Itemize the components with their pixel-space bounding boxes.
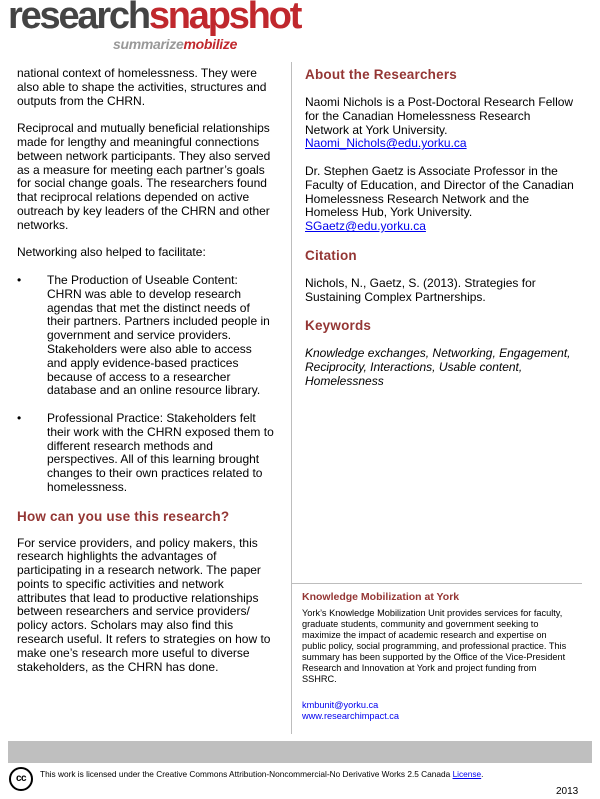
paragraph-reciprocal: Reciprocal and mutually beneficial relationships made for lengthy and meaningful connections between network participants. They also served as a measure for meeting each partner’s goals for social change goals. The researchers found that reciprocal relations depended on active outreach by key leaders of the CHRN and other networks. <box>17 121 271 232</box>
kmb-contact <box>302 700 399 722</box>
researcher-gaetz <box>305 165 575 234</box>
logo-wordmark: researchsnapshot <box>8 0 301 37</box>
heading-keywords: Keywords <box>305 318 372 334</box>
creative-commons-icon: cc <box>9 767 33 791</box>
heading-citation: Citation <box>305 247 357 263</box>
gaetz-email-link[interactable]: SGaetz@edu.yorku.ca <box>305 219 426 234</box>
logo-tagline: summarizemobilize <box>113 36 238 52</box>
year: 2013 <box>556 786 579 797</box>
kmb-email-link[interactable]: kmbunit@yorku.ca <box>302 700 379 710</box>
license-link[interactable]: License <box>452 769 482 779</box>
paragraph-context: national context of homelessness. They were also able to shape the activities, structures and outputs from the CHRN. <box>17 66 267 108</box>
researcher-nichols <box>305 96 575 151</box>
license-text: This work is licensed under the Creative Commons Attribution-Noncommercial-No Derivative Works 2.5 Canada License. <box>40 769 484 779</box>
bullet-icon: • <box>17 410 22 425</box>
paragraph-networking: Networking also helped to facilitate: <box>17 245 206 260</box>
keywords-text: Knowledge exchanges, Networking, Engagement, Reciprocity, Interactions, Usable content, Homelessness <box>305 346 571 388</box>
kmb-box <box>292 583 582 733</box>
list-item-text: Professional Practice: Stakeholders felt their work with the CHRN exposed them to different research methods and perspectives. All of this learning brought changes to their own practices related to homelessness. <box>47 410 274 494</box>
researcher-gaetz-bio: Dr. Stephen Gaetz is Associate Professor in the Faculty of Education, and Director of the Canadian Homelessness Research Network and the Homeless Hub, York University. <box>305 163 574 220</box>
footer-bar <box>8 741 592 763</box>
kmb-body: York’s Knowledge Mobilization Unit provides services for faculty, graduate students, community and government seeking to maximize the impact of academic research and expertise on public policy, social programming, and professional practice. This summary has been supported by the Office of the Vice-President Research and Innovation at York and project funding from SSHRC. <box>302 608 567 684</box>
kmb-title: Knowledge Mobilization at York <box>302 591 460 603</box>
citation-text: Nichols, N., Gaetz, S. (2013). Strategies for Sustaining Complex Partnerships. <box>305 275 536 304</box>
bullet-icon: • <box>17 272 22 287</box>
heading-about-researchers: About the Researchers <box>305 67 457 82</box>
right-column <box>305 67 575 402</box>
researcher-nichols-bio: Naomi Nichols is a Post-Doctoral Research Fellow for the Canadian Homelessness Research Network at York University. <box>305 95 574 137</box>
heading-how-to-use: How can you use this research? <box>17 508 230 524</box>
list-item-text: The Production of Useable Content: CHRN was able to develop research agendas that met the distinct needs of their partners. Partners included people in government and service providers. Stakeholders were also able to access and apply evidence-based practices because of access to a researcher database and an online resource library. <box>47 272 270 398</box>
kmb-divider <box>292 583 582 584</box>
kmb-website-link[interactable]: www.researchimpact.ca <box>302 711 400 721</box>
list-item <box>17 274 275 398</box>
left-column <box>17 67 275 688</box>
nichols-email-link[interactable]: Naomi_Nichols@edu.yorku.ca <box>305 136 467 151</box>
paragraph-how-to-use: For service providers, and policy makers, this research highlights the advantages of participating in a research network. The paper points to specific activities and network attributes that lead to productive relationships between researchers and service providers/ policy actors. Scholars may also find this research useful. It refers to strategies on how to make one’s research more useful to diverse stakeholders, as the CHRN has done. <box>17 535 271 674</box>
research-snapshot-logo <box>8 0 301 58</box>
list-item <box>17 412 275 495</box>
